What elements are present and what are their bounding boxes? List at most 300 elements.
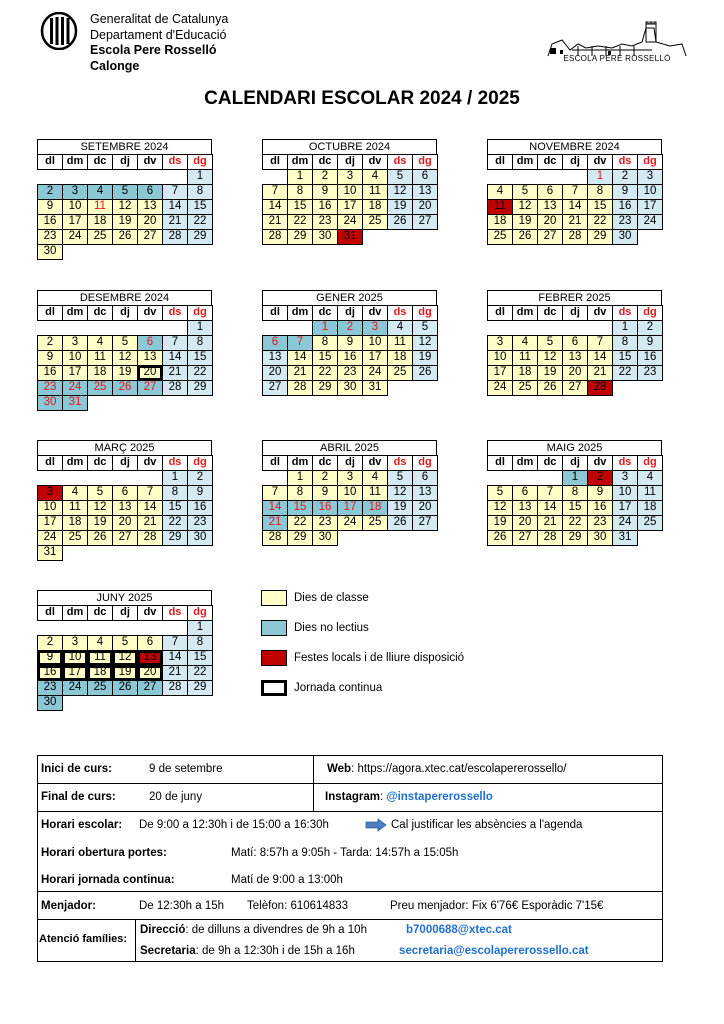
- day-cell: 7: [162, 184, 188, 200]
- day-cell: 1: [587, 169, 613, 185]
- day-cell: 18: [62, 515, 88, 531]
- day-cell: 6: [137, 335, 163, 351]
- day-cell: 8: [187, 184, 213, 200]
- day-cell: 26: [387, 515, 413, 531]
- day-cell: 6: [512, 485, 538, 501]
- day-cell: 12: [112, 199, 138, 215]
- weekday-header: dl: [37, 455, 63, 471]
- day-cell: 11: [87, 199, 113, 215]
- day-cell: 21: [137, 515, 163, 531]
- day-cell: 19: [387, 500, 413, 516]
- day-cell: 20: [137, 214, 163, 230]
- header-line-4: Calonge: [90, 58, 140, 73]
- canteen-phone: Telèfon: 610614833: [247, 900, 349, 912]
- weekday-header: dv: [587, 455, 613, 471]
- day-cell: 14: [537, 500, 563, 516]
- empty-cell: [87, 169, 113, 185]
- empty-cell: [87, 470, 113, 486]
- day-cell: 21: [162, 214, 188, 230]
- secretary-label: Secretaria: [140, 945, 196, 957]
- day-cell: 30: [37, 395, 63, 411]
- day-cell: 26: [487, 530, 513, 546]
- day-cell: 26: [537, 380, 563, 396]
- day-cell: 3: [37, 485, 63, 501]
- secretary-line: [140, 945, 355, 957]
- day-cell: 2: [337, 320, 363, 336]
- day-cell: 17: [487, 365, 513, 381]
- end-label: Final de curs:: [41, 791, 116, 803]
- weekday-header: dv: [587, 154, 613, 170]
- month-title: NOVEMBRE 2024: [487, 139, 662, 154]
- day-cell: 9: [187, 485, 213, 501]
- day-cell: 27: [137, 680, 163, 696]
- day-cell: 10: [62, 199, 88, 215]
- weekday-header: dm: [62, 154, 88, 170]
- day-cell: 21: [562, 214, 588, 230]
- day-cell: 5: [387, 470, 413, 486]
- day-cell: 7: [262, 184, 288, 200]
- canteen-label: Menjador:: [41, 900, 96, 912]
- weekday-header: ds: [612, 305, 638, 321]
- weekday-header: ds: [387, 455, 413, 471]
- weekday-header: dc: [312, 305, 338, 321]
- day-cell: 10: [337, 485, 363, 501]
- instagram-sep: :: [379, 791, 387, 803]
- empty-cell: [62, 620, 88, 636]
- day-cell: 1: [187, 169, 213, 185]
- generalitat-logo: [40, 12, 78, 50]
- day-cell: 15: [187, 350, 213, 366]
- day-cell: 9: [337, 335, 363, 351]
- weekday-header: ds: [387, 154, 413, 170]
- day-cell: 25: [362, 515, 388, 531]
- empty-cell: [87, 620, 113, 636]
- day-cell: 18: [362, 199, 388, 215]
- day-cell: 17: [362, 350, 388, 366]
- day-cell: 21: [537, 515, 563, 531]
- day-cell: 14: [162, 650, 188, 666]
- weekday-header: dg: [187, 455, 213, 471]
- empty-cell: [162, 169, 188, 185]
- day-cell: 16: [587, 500, 613, 516]
- weekday-header: dm: [287, 305, 313, 321]
- day-cell: 8: [612, 335, 638, 351]
- day-cell: 10: [362, 335, 388, 351]
- day-cell: 24: [612, 515, 638, 531]
- empty-cell: [62, 169, 88, 185]
- day-cell: 12: [387, 485, 413, 501]
- secretary-hours: : de 9h a 12:30h i de 15h a 16h: [195, 945, 355, 957]
- day-cell: 22: [287, 214, 313, 230]
- weekday-header: dj: [112, 605, 138, 621]
- day-cell: 7: [262, 485, 288, 501]
- weekday-header: dj: [112, 154, 138, 170]
- day-cell: 5: [87, 485, 113, 501]
- day-cell: 30: [312, 530, 338, 546]
- empty-cell: [512, 470, 538, 486]
- weekday-header: dv: [137, 154, 163, 170]
- day-cell: 3: [337, 470, 363, 486]
- day-cell: 29: [312, 380, 338, 396]
- day-cell: 8: [287, 184, 313, 200]
- legend-swatch-local-holidays: [261, 650, 287, 666]
- day-cell: 22: [612, 365, 638, 381]
- day-cell: 6: [412, 470, 438, 486]
- day-cell: 6: [137, 184, 163, 200]
- month-days-grid: [487, 305, 662, 395]
- weekday-header: ds: [162, 455, 188, 471]
- day-cell: 11: [512, 350, 538, 366]
- day-cell: 27: [562, 380, 588, 396]
- canteen-price: Preu menjador: Fix 6'76€ Esporàdic 7'15€: [390, 900, 604, 912]
- month-title: FEBRER 2025: [487, 290, 662, 305]
- day-cell: 19: [387, 199, 413, 215]
- schedule-label: Horari escolar:: [41, 819, 123, 831]
- day-cell: 6: [112, 485, 138, 501]
- day-cell: 2: [37, 335, 63, 351]
- empty-cell: [162, 620, 188, 636]
- header-line-2: Departament d'Educació: [90, 27, 227, 42]
- day-cell: 5: [112, 184, 138, 200]
- direction-label: Direcció: [140, 924, 186, 936]
- weekday-header: dl: [487, 154, 513, 170]
- day-cell: 30: [587, 530, 613, 546]
- day-cell: 6: [412, 169, 438, 185]
- day-cell: 23: [37, 380, 63, 396]
- day-cell: 19: [87, 515, 113, 531]
- day-cell: 27: [512, 530, 538, 546]
- day-cell: 29: [187, 229, 213, 245]
- empty-cell: [37, 620, 63, 636]
- day-cell: 21: [287, 365, 313, 381]
- weekday-header: dm: [62, 605, 88, 621]
- day-cell: 31: [37, 545, 63, 561]
- weekday-header: dv: [137, 605, 163, 621]
- empty-cell: [512, 320, 538, 336]
- day-cell: 28: [137, 530, 163, 546]
- day-cell: 24: [337, 214, 363, 230]
- day-cell: 4: [512, 335, 538, 351]
- weekday-header: ds: [162, 605, 188, 621]
- day-cell: 16: [312, 199, 338, 215]
- day-cell: 8: [187, 635, 213, 651]
- day-cell: 30: [37, 695, 63, 711]
- day-cell: 20: [137, 365, 163, 381]
- weekday-header: dg: [187, 154, 213, 170]
- empty-cell: [512, 169, 538, 185]
- header-line-3: Escola Pere Rosselló: [90, 43, 217, 57]
- day-cell: 16: [337, 350, 363, 366]
- day-cell: 1: [312, 320, 338, 336]
- day-cell: 2: [312, 470, 338, 486]
- weekday-header: dg: [187, 305, 213, 321]
- schedule-value: De 9:00 a 12:30h i de 15:00 a 16:30h: [139, 819, 329, 831]
- day-cell: 24: [62, 680, 88, 696]
- day-cell: 15: [287, 199, 313, 215]
- day-cell: 22: [562, 515, 588, 531]
- day-cell: 5: [512, 184, 538, 200]
- day-cell: 15: [587, 199, 613, 215]
- weekday-header: dg: [412, 305, 438, 321]
- day-cell: 24: [62, 229, 88, 245]
- empty-cell: [487, 320, 513, 336]
- day-cell: 5: [112, 635, 138, 651]
- legend-swatch-non-school-days: [261, 620, 287, 636]
- legend-swatch-class-days: [261, 590, 287, 606]
- weekday-header: dg: [412, 455, 438, 471]
- weekday-header: dl: [262, 305, 288, 321]
- day-cell: 31: [62, 395, 88, 411]
- weekday-header: dc: [537, 154, 563, 170]
- legend-label-non-school-days: Dies no lectius: [294, 622, 369, 634]
- empty-cell: [37, 470, 63, 486]
- day-cell: 12: [87, 500, 113, 516]
- day-cell: 14: [262, 199, 288, 215]
- day-cell: 30: [37, 244, 63, 260]
- day-cell: 18: [512, 365, 538, 381]
- day-cell: 27: [112, 530, 138, 546]
- day-cell: 12: [112, 650, 138, 666]
- day-cell: 24: [637, 214, 663, 230]
- weekday-header: dg: [412, 154, 438, 170]
- day-cell: 22: [187, 665, 213, 681]
- weekday-header: dm: [287, 455, 313, 471]
- day-cell: 8: [187, 335, 213, 351]
- day-cell: 28: [262, 530, 288, 546]
- day-cell: 29: [287, 229, 313, 245]
- day-cell: 11: [87, 650, 113, 666]
- empty-cell: [87, 320, 113, 336]
- day-cell: 15: [187, 650, 213, 666]
- day-cell: 7: [537, 485, 563, 501]
- day-cell: 13: [137, 199, 163, 215]
- weekday-header: dj: [337, 154, 363, 170]
- day-cell: 13: [412, 485, 438, 501]
- day-cell: 28: [162, 380, 188, 396]
- empty-cell: [262, 320, 288, 336]
- month-calendar: [37, 440, 212, 560]
- day-cell: 15: [287, 500, 313, 516]
- web-line[interactable]: [327, 763, 567, 775]
- day-cell: 25: [512, 380, 538, 396]
- day-cell: 18: [87, 665, 113, 681]
- empty-cell: [537, 169, 563, 185]
- day-cell: 23: [637, 365, 663, 381]
- day-cell: 18: [487, 214, 513, 230]
- day-cell: 2: [587, 470, 613, 486]
- secretary-email[interactable]: secretaria@escolapererossello.cat: [399, 945, 589, 957]
- day-cell: 16: [612, 199, 638, 215]
- schedule-note: Cal justificar les absències a l'agenda: [391, 819, 583, 831]
- day-cell: 3: [62, 335, 88, 351]
- legend-label-local-holidays: Festes locals i de lliure disposició: [294, 652, 465, 664]
- direction-email[interactable]: b7000688@xtec.cat: [406, 924, 512, 936]
- header-institution: [90, 12, 228, 74]
- continuous-label: Horari jornada continua:: [41, 874, 175, 886]
- day-cell: 4: [362, 470, 388, 486]
- day-cell: 14: [562, 199, 588, 215]
- day-cell: 13: [562, 350, 588, 366]
- weekday-header: dv: [362, 305, 388, 321]
- day-cell: 18: [637, 500, 663, 516]
- day-cell: 30: [337, 380, 363, 396]
- day-cell: 24: [362, 365, 388, 381]
- day-cell: 25: [87, 680, 113, 696]
- day-cell: 21: [162, 365, 188, 381]
- month-title: ABRIL 2025: [262, 440, 437, 455]
- day-cell: 11: [362, 184, 388, 200]
- day-cell: 3: [637, 169, 663, 185]
- day-cell: 9: [37, 199, 63, 215]
- day-cell: 19: [412, 350, 438, 366]
- day-cell: 20: [562, 365, 588, 381]
- weekday-header: ds: [612, 455, 638, 471]
- day-cell: 27: [412, 214, 438, 230]
- day-cell: 14: [287, 350, 313, 366]
- weekday-header: dm: [512, 154, 538, 170]
- month-days-grid: [37, 305, 212, 410]
- day-cell: 14: [137, 500, 163, 516]
- empty-cell: [62, 320, 88, 336]
- weekday-header: dg: [637, 154, 663, 170]
- empty-cell: [487, 169, 513, 185]
- day-cell: 9: [587, 485, 613, 501]
- instagram-line[interactable]: [325, 791, 493, 803]
- day-cell: 19: [512, 214, 538, 230]
- day-cell: 20: [412, 500, 438, 516]
- day-cell: 23: [37, 229, 63, 245]
- empty-cell: [137, 620, 163, 636]
- month-calendar: [37, 139, 212, 259]
- day-cell: 12: [512, 199, 538, 215]
- day-cell: 4: [387, 320, 413, 336]
- day-cell: 3: [487, 335, 513, 351]
- empty-cell: [537, 320, 563, 336]
- day-cell: 28: [262, 229, 288, 245]
- day-cell: 9: [612, 184, 638, 200]
- weekday-header: dv: [137, 455, 163, 471]
- day-cell: 15: [312, 350, 338, 366]
- day-cell: 31: [612, 530, 638, 546]
- day-cell: 20: [412, 199, 438, 215]
- empty-cell: [562, 320, 588, 336]
- day-cell: 2: [637, 320, 663, 336]
- day-cell: 27: [137, 229, 163, 245]
- continuous-value: Matí de 9:00 a 13:00h: [231, 874, 343, 886]
- info-table: [37, 755, 663, 962]
- day-cell: 25: [87, 380, 113, 396]
- day-cell: 27: [137, 380, 163, 396]
- weekday-header: dl: [37, 605, 63, 621]
- day-cell: 28: [537, 530, 563, 546]
- day-cell: 4: [87, 184, 113, 200]
- day-cell: 3: [62, 635, 88, 651]
- day-cell: 17: [337, 199, 363, 215]
- day-cell: 4: [362, 169, 388, 185]
- day-cell: 27: [262, 380, 288, 396]
- weekday-header: dc: [312, 154, 338, 170]
- day-cell: 10: [62, 650, 88, 666]
- day-cell: 28: [587, 380, 613, 396]
- day-cell: 8: [312, 335, 338, 351]
- legend-label-class-days: Dies de classe: [294, 592, 369, 604]
- weekday-header: ds: [162, 154, 188, 170]
- weekday-header: dc: [87, 605, 113, 621]
- day-cell: 26: [512, 229, 538, 245]
- day-cell: 4: [62, 485, 88, 501]
- day-cell: 8: [162, 485, 188, 501]
- day-cell: 8: [587, 184, 613, 200]
- day-cell: 5: [412, 320, 438, 336]
- weekday-header: dm: [512, 305, 538, 321]
- empty-cell: [587, 320, 613, 336]
- day-cell: 6: [137, 635, 163, 651]
- day-cell: 10: [487, 350, 513, 366]
- day-cell: 4: [87, 335, 113, 351]
- day-cell: 25: [62, 530, 88, 546]
- day-cell: 21: [262, 214, 288, 230]
- start-label: Inici de curs:: [41, 763, 112, 775]
- day-cell: 15: [162, 500, 188, 516]
- empty-cell: [37, 169, 63, 185]
- day-cell: 1: [612, 320, 638, 336]
- day-cell: 19: [487, 515, 513, 531]
- day-cell: 11: [487, 199, 513, 215]
- day-cell: 1: [287, 169, 313, 185]
- day-cell: 23: [187, 515, 213, 531]
- day-cell: 6: [537, 184, 563, 200]
- day-cell: 1: [187, 620, 213, 636]
- day-cell: 22: [287, 515, 313, 531]
- day-cell: 10: [62, 350, 88, 366]
- web-url[interactable]: : https://agora.xtec.cat/escolapererossello/: [351, 763, 567, 775]
- weekday-header: ds: [387, 305, 413, 321]
- day-cell: 15: [187, 199, 213, 215]
- day-cell: 16: [187, 500, 213, 516]
- day-cell: 18: [87, 365, 113, 381]
- day-cell: 11: [637, 485, 663, 501]
- day-cell: 29: [287, 530, 313, 546]
- day-cell: 1: [187, 320, 213, 336]
- day-cell: 9: [637, 335, 663, 351]
- day-cell: 26: [412, 365, 438, 381]
- day-cell: 11: [62, 500, 88, 516]
- day-cell: 9: [312, 184, 338, 200]
- day-cell: 15: [562, 500, 588, 516]
- day-cell: 30: [312, 229, 338, 245]
- instagram-handle[interactable]: @instapererossello: [386, 791, 493, 803]
- day-cell: 18: [87, 214, 113, 230]
- weekday-header: dl: [487, 455, 513, 471]
- empty-cell: [137, 470, 163, 486]
- month-calendar: [37, 290, 212, 410]
- day-cell: 27: [537, 229, 563, 245]
- weekday-header: dj: [562, 154, 588, 170]
- month-days-grid: [37, 605, 212, 710]
- month-calendar: [487, 290, 662, 395]
- month-title: MAIG 2025: [487, 440, 662, 455]
- day-cell: 26: [112, 229, 138, 245]
- day-cell: 22: [187, 214, 213, 230]
- day-cell: 19: [112, 365, 138, 381]
- day-cell: 28: [162, 680, 188, 696]
- weekday-header: dv: [362, 154, 388, 170]
- day-cell: 7: [162, 335, 188, 351]
- day-cell: 2: [37, 184, 63, 200]
- day-cell: 4: [487, 184, 513, 200]
- day-cell: 18: [387, 350, 413, 366]
- day-cell: 3: [62, 184, 88, 200]
